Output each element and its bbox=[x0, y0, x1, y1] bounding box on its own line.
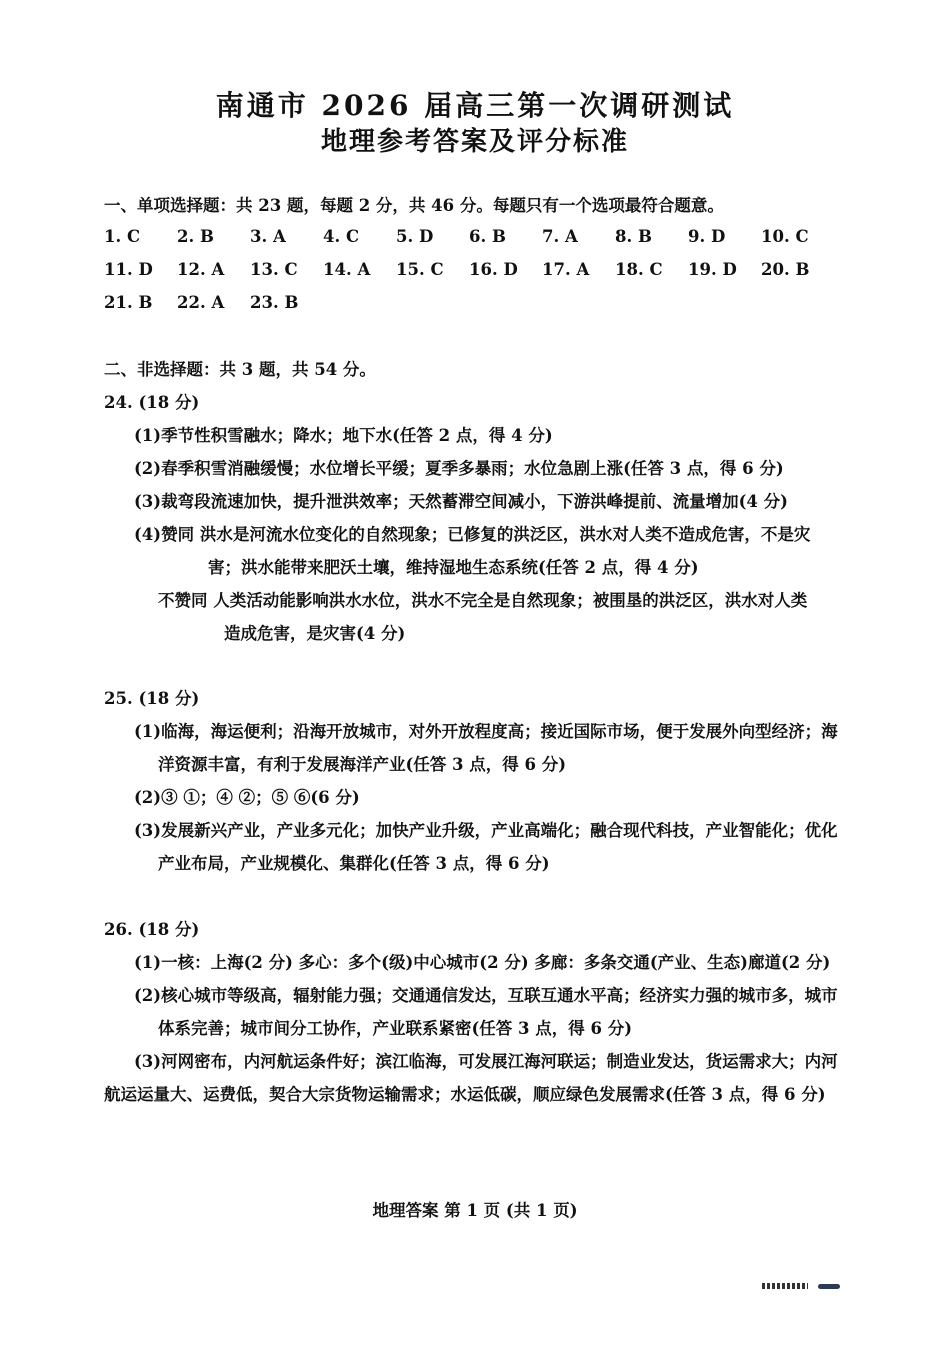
q26-part3: (3)河网密布，内河航运条件好；滨江临海，可发展江海河联运；制造业发达，货运需求大；内河 bbox=[134, 1052, 838, 1071]
mcq-answer-grid bbox=[104, 227, 844, 326]
q24-part3: (3)裁弯段流速加快，提升泄洪效率；天然蓄滞空间减小，下游洪峰提前、流量增加(4 分) bbox=[134, 492, 788, 511]
mcq-answer: 16. D bbox=[469, 260, 518, 279]
q24-part4-agree: (4)赞同 洪水是河流水位变化的自然现象；已修复的洪泛区，洪水对人类不造成危害，不是灾 bbox=[134, 525, 811, 544]
q26-label: 26. (18 分) bbox=[104, 920, 200, 939]
section1-heading: 一、单项选择题：共 23 题，每题 2 分，共 46 分。每题只有一个选项最符合题意。 bbox=[104, 196, 724, 215]
mcq-answer: 4. C bbox=[323, 227, 360, 246]
mcq-answer: 21. B bbox=[104, 293, 153, 312]
mcq-answer: 13. C bbox=[250, 260, 298, 279]
mcq-answer: 8. B bbox=[615, 227, 652, 246]
page-footer: 地理答案 第 1 页 (共 1 页) bbox=[372, 1201, 578, 1220]
q26-part2: (2)核心城市等级高，辐射能力强；交通通信发达，互联互通水平高；经济实力强的城市多，城市 bbox=[134, 986, 838, 1005]
q25-part1: (1)临海，海运便利；沿海开放城市，对外开放程度高；接近国际市场，便于发展外向型经济；海 bbox=[134, 722, 838, 741]
mcq-answer: 17. A bbox=[542, 260, 590, 279]
mcq-row bbox=[104, 227, 844, 260]
mcq-answer: 6. B bbox=[469, 227, 506, 246]
q25-part1-cont: 洋资源丰富，有利于发展海洋产业(任答 3 点，得 6 分) bbox=[158, 755, 567, 774]
mcq-answer: 3. A bbox=[250, 227, 286, 246]
mcq-answer: 23. B bbox=[250, 293, 299, 312]
q24-part4-disagree-cont: 造成危害，是灾害(4 分) bbox=[224, 624, 406, 643]
watermark-text-mark bbox=[762, 1283, 808, 1289]
mcq-answer: 18. C bbox=[615, 260, 663, 279]
mcq-answer: 5. D bbox=[396, 227, 434, 246]
mcq-row bbox=[104, 293, 844, 326]
mcq-row bbox=[104, 260, 844, 293]
page-title: 南通市 2026 届高三第一次调研测试 bbox=[215, 89, 735, 122]
section2-heading: 二、非选择题：共 3 题，共 54 分。 bbox=[104, 360, 376, 379]
q26-part2-cont: 体系完善；城市间分工协作，产业联系紧密(任答 3 点，得 6 分) bbox=[158, 1019, 633, 1038]
q25-part3-cont: 产业布局，产业规模化、集群化(任答 3 点，得 6 分) bbox=[158, 854, 550, 873]
mcq-answer: 9. D bbox=[688, 227, 726, 246]
mcq-answer: 7. A bbox=[542, 227, 578, 246]
q25-part2: (2)③ ①；④ ②；⑤ ⑥(6 分) bbox=[134, 788, 360, 807]
q24-part1: (1)季节性积雪融水；降水；地下水(任答 2 点，得 4 分) bbox=[134, 426, 553, 445]
mcq-answer: 19. D bbox=[688, 260, 737, 279]
mcq-answer: 20. B bbox=[761, 260, 810, 279]
q24-part4-disagree: 不赞同 人类活动能影响洪水水位，洪水不完全是自然现象；被围垦的洪泛区，洪水对人类 bbox=[158, 591, 808, 610]
q26-part1: (1)一核：上海(2 分) 多心：多个(级)中心城市(2 分) 多廊：多条交通(产业、生态)廊道(2 分) bbox=[134, 953, 831, 972]
mcq-answer: 1. C bbox=[104, 227, 141, 246]
q24-part4-agree-cont: 害；洪水能带来肥沃土壤，维持湿地生态系统(任答 2 点，得 4 分) bbox=[208, 558, 699, 577]
q25-part3: (3)发展新兴产业，产业多元化；加快产业升级，产业高端化；融合现代科技，产业智能化；优化 bbox=[134, 821, 838, 840]
mcq-answer: 14. A bbox=[323, 260, 371, 279]
mcq-answer: 10. C bbox=[761, 227, 809, 246]
mcq-answer: 12. A bbox=[177, 260, 225, 279]
page-subtitle: 地理参考答案及评分标准 bbox=[320, 127, 629, 157]
mcq-answer: 15. C bbox=[396, 260, 444, 279]
q24-part2: (2)春季积雪消融缓慢；水位增长平缓；夏季多暴雨；水位急剧上涨(任答 3 点，得 6 分) bbox=[134, 459, 784, 478]
q26-part3-cont: 航运运量大、运费低，契合大宗货物运输需求；水运低碳，顺应绿色发展需求(任答 3 点，得 6 分) bbox=[104, 1085, 826, 1104]
mcq-answer: 22. A bbox=[177, 293, 225, 312]
q25-label: 25. (18 分) bbox=[104, 689, 200, 708]
mcq-answer: 11. D bbox=[104, 260, 153, 279]
q24-label: 24. (18 分) bbox=[104, 393, 200, 412]
watermark-logo-mark bbox=[818, 1284, 840, 1289]
corner-watermark bbox=[762, 1283, 842, 1291]
mcq-answer: 2. B bbox=[177, 227, 214, 246]
